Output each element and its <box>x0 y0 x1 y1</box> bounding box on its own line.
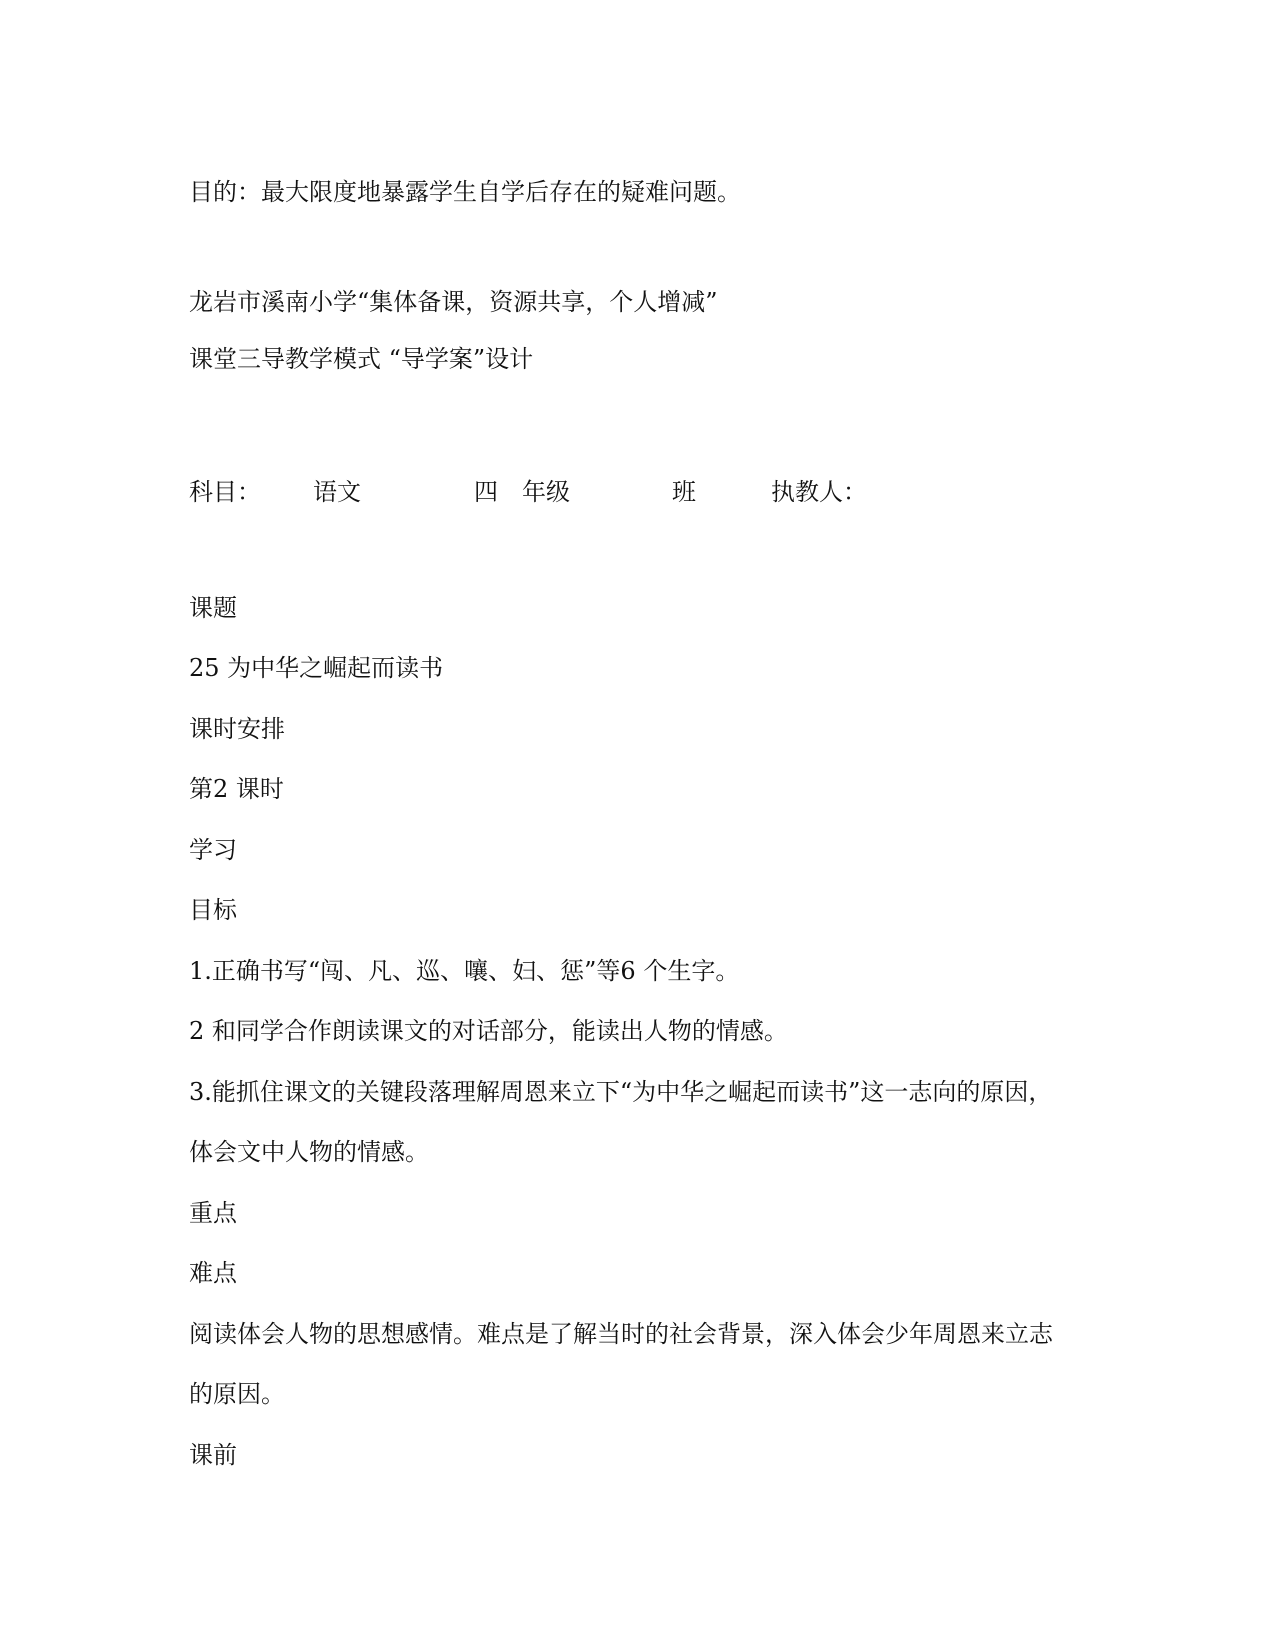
school-header-line: 龙岩市溪南小学“集体备课，资源共享，个人增减” <box>189 288 718 316</box>
design-title: 课堂三导教学模式 “导学案”设计 <box>189 345 534 373</box>
goal-item: 1.正确书写“闯、凡、巡、嚷、妇、惩”等6 个生字。 <box>189 957 740 985</box>
pre-class-label: 课前 <box>189 1441 237 1469</box>
key-points-label-line1: 重点 <box>189 1199 237 1227</box>
goal-item: 体会文中人物的情感。 <box>189 1138 429 1166</box>
teacher-label: 执教人： <box>771 478 867 506</box>
goal-item: 2 和同学合作朗读课文的对话部分，能读出人物的情感。 <box>189 1017 788 1045</box>
grade-number: 四 <box>474 478 498 506</box>
schedule-value: 第2 课时 <box>189 775 284 803</box>
goals-label-line2: 目标 <box>189 896 237 924</box>
topic-value: 25 为中华之崛起而读书 <box>189 654 444 682</box>
goals-label-line1: 学习 <box>189 836 237 864</box>
goal-item: 3.能抓住课文的关键段落理解周恩来立下“为中华之崛起而读书”这一志向的原因， <box>189 1078 1053 1106</box>
subject-label: 科目： <box>189 478 261 506</box>
purpose-text: 目的：最大限度地暴露学生自学后存在的疑难问题。 <box>189 178 741 206</box>
class-label: 班 <box>672 478 696 506</box>
key-points-text: 阅读体会人物的思想感情。难点是了解当时的社会背景，深入体会少年周恩来立志 <box>189 1320 1053 1348</box>
schedule-label: 课时安排 <box>189 715 285 743</box>
subject-value: 语文 <box>313 478 361 506</box>
grade-label: 年级 <box>522 478 570 506</box>
key-points-text: 的原因。 <box>189 1380 285 1408</box>
topic-label: 课题 <box>189 594 237 622</box>
key-points-label-line2: 难点 <box>189 1259 237 1287</box>
